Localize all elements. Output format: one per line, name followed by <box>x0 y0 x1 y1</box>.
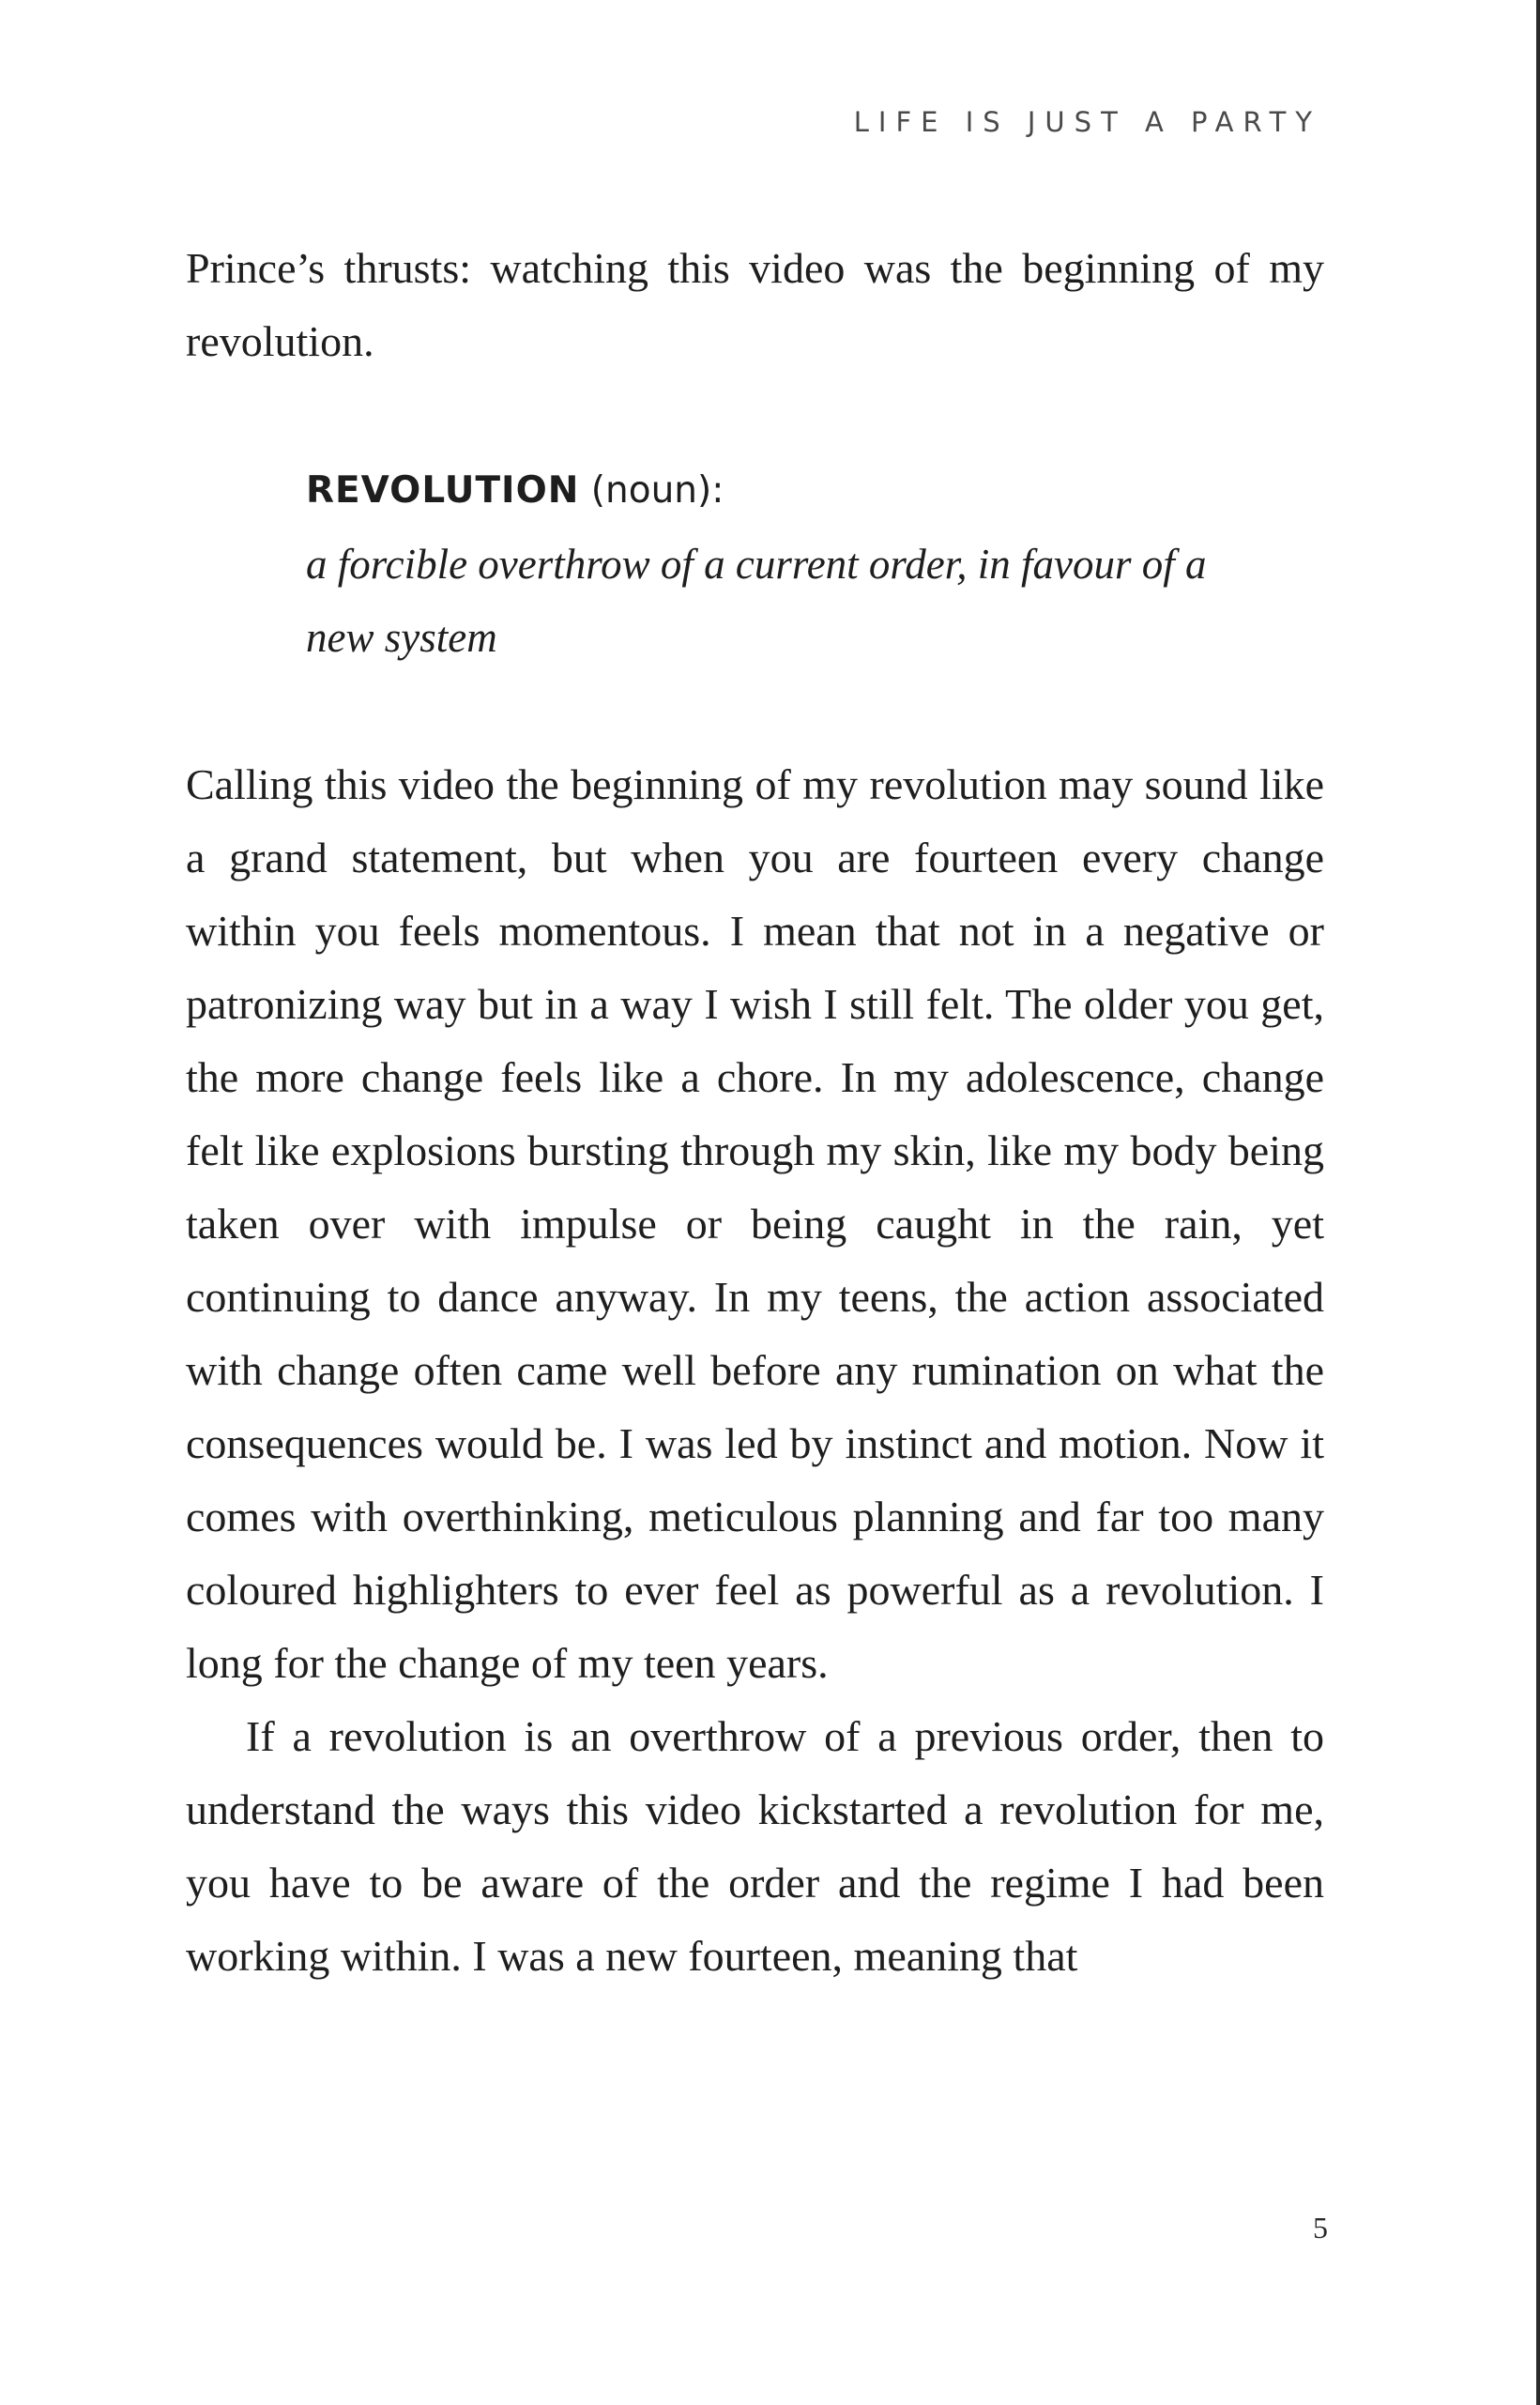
definition-heading <box>306 454 1244 528</box>
paragraph: If a revolution is an overthrow of a previous order, then to understand the ways this video kickstarted a revolution for me, you have to be aware of the order and the regime I had been working within. I was a new fourteen, meaning that <box>186 1712 1324 1980</box>
definition-part-of-speech: (noun): <box>590 469 724 512</box>
page-edge <box>1536 0 1540 2405</box>
running-head: LIFE IS JUST A PARTY <box>853 106 1321 138</box>
body-text <box>186 748 1324 1993</box>
definition-word: REVOLUTION <box>306 469 580 512</box>
opening-paragraph <box>186 232 1324 378</box>
paragraph: Calling this video the beginning of my revolution may sound like a grand statement, but when you are fourteen every change within you feels momentous. I mean that not in a negative or patronizing way but in a way I wish I still felt. The older you get, the more change feels like a chore. In my adolescence, change felt like explosions bursting through my skin, like my body being taken over with impulse or being caught in the rain, yet continuing to dance anyway. In my teens, the action associated with change often came well before any rumination on what the consequences would be. I was led by instinct and motion. Now it comes with overthinking, meticulous planning and far too many coloured highlighters to ever feel as powerful as a revolution. I long for the change of my teen years. <box>186 760 1324 1687</box>
definition-meaning: a forcible overthrow of a current order, in favour of a new system <box>306 541 1207 661</box>
definition-block <box>306 454 1244 674</box>
paragraph-text: Prince’s thrusts: watching this video was the beginning of my revolution. <box>186 244 1324 365</box>
page-number: 5 <box>1313 2211 1328 2244</box>
